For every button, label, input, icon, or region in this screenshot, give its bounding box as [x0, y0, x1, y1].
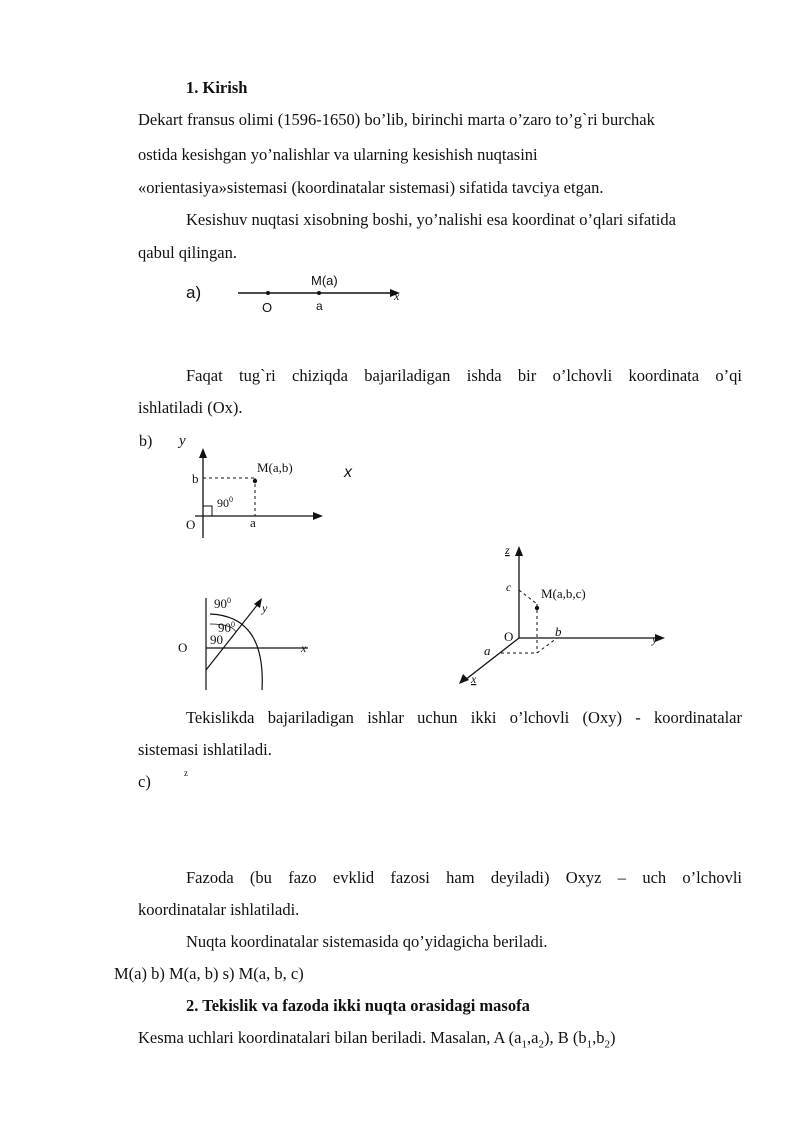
- angle-label: 90: [210, 632, 223, 647]
- y-axis-label: y: [179, 433, 186, 449]
- axis-label: x: [394, 289, 400, 303]
- paragraph-line: Kesma uchlari koordinatalari bilan beriladi. Masalan, A $(a_1,a_2)$, B $(b_1,b_2)$: [138, 1028, 616, 1051]
- point-label: M(a,b): [257, 460, 293, 475]
- a-label: a: [250, 515, 256, 530]
- b-label: b: [555, 624, 562, 639]
- origin-point: [266, 291, 270, 295]
- paragraph-line: Nuqta koordinatalar sistemasida qo’yidagicha beriladi.: [186, 932, 548, 951]
- y-axis-text: y: [652, 632, 658, 646]
- paragraph-line: sistemasi ishlatiladi.: [138, 740, 272, 759]
- origin-label: O: [504, 629, 514, 644]
- origin-label: O: [262, 300, 273, 315]
- tick-label: a: [316, 299, 323, 313]
- dashed-b: [537, 638, 557, 653]
- paragraph-line: Tekislikda bajariladigan ishlar uchun ikki o’lchovli (Oxy) - koordinatalar: [186, 708, 742, 727]
- y-arrow-head: [254, 598, 262, 608]
- figure-b-2d-axes: [135, 428, 375, 548]
- section-heading: 2. Tekislik va fazoda ikki nuqta orasidagi masofa: [186, 996, 530, 1015]
- y-arrow-head: [199, 448, 207, 458]
- right-angle-mark: [203, 506, 212, 516]
- paragraph-line: qabul qilingan.: [138, 243, 237, 262]
- figure-label: b): [139, 433, 153, 450]
- paragraph-line: koordinatalar ishlatiladi.: [138, 900, 300, 919]
- z-small-label: z: [184, 768, 188, 778]
- figure-3d-axes: [455, 540, 675, 690]
- point-label: M(a): [311, 273, 338, 288]
- paragraph-line: Kesishuv nuqtasi xisobning boshi, yo’nalishi esa koordinat o’qlari sifatida: [186, 210, 676, 229]
- figure-a-number-line: [180, 268, 420, 318]
- x-axis-label: x: [344, 464, 352, 481]
- point-label: M(a,b,c): [541, 586, 586, 601]
- angle-label: $90^0$: [218, 620, 235, 635]
- figure-c-label: c): [138, 772, 151, 791]
- origin-label: O: [186, 517, 196, 532]
- origin-label: O: [178, 640, 188, 655]
- paragraph-line: «orientasiya»sistemasi (koordinatalar sistemasi) sifatida tavciya etgan.: [138, 178, 604, 197]
- z-axis-label: z: [505, 543, 510, 557]
- figure-label: a): [186, 283, 202, 302]
- figure-oblique-axes: [170, 590, 320, 695]
- y-axis-label: y: [262, 601, 268, 615]
- point-m: [535, 606, 539, 610]
- paragraph-line: Fazoda (bu fazo evklid fazosi ham deyiladi) Oxyz – uch o’lchovli: [186, 868, 742, 887]
- point-m: [253, 479, 257, 483]
- c-label: c: [506, 580, 512, 594]
- a-label: a: [484, 643, 491, 658]
- paragraph-line: ostida kesishgan yo’nalishlar va ularning kesishish nuqtasini: [138, 145, 538, 164]
- z-arrow-head: [515, 546, 523, 556]
- angle-label: $90^0$: [214, 596, 231, 611]
- paragraph-line: M(a) b) M(a, b) s) M(a, b, c): [114, 964, 304, 983]
- section-heading: 1. Kirish: [186, 78, 248, 97]
- x-arrow-head: [459, 674, 469, 684]
- paragraph-line: ishlatiladi (Ox).: [138, 398, 243, 417]
- dashed-c: [519, 590, 537, 604]
- x-arrow-head: [313, 512, 323, 520]
- point-m: [317, 291, 321, 295]
- x-axis-label: x: [301, 641, 307, 655]
- paragraph-line: Faqat tug`ri chiziqda bajariladigan ishda bir o’lchovli koordinata o’qi: [186, 366, 742, 385]
- x-axis-text: x: [471, 672, 477, 686]
- angle-label: $90^0$: [217, 495, 233, 510]
- paragraph-line: Dekart fransus olimi (1596-1650) bo’lib, birinchi marta o’zaro to’g`ri burchak: [138, 110, 655, 129]
- b-label: b: [192, 471, 199, 486]
